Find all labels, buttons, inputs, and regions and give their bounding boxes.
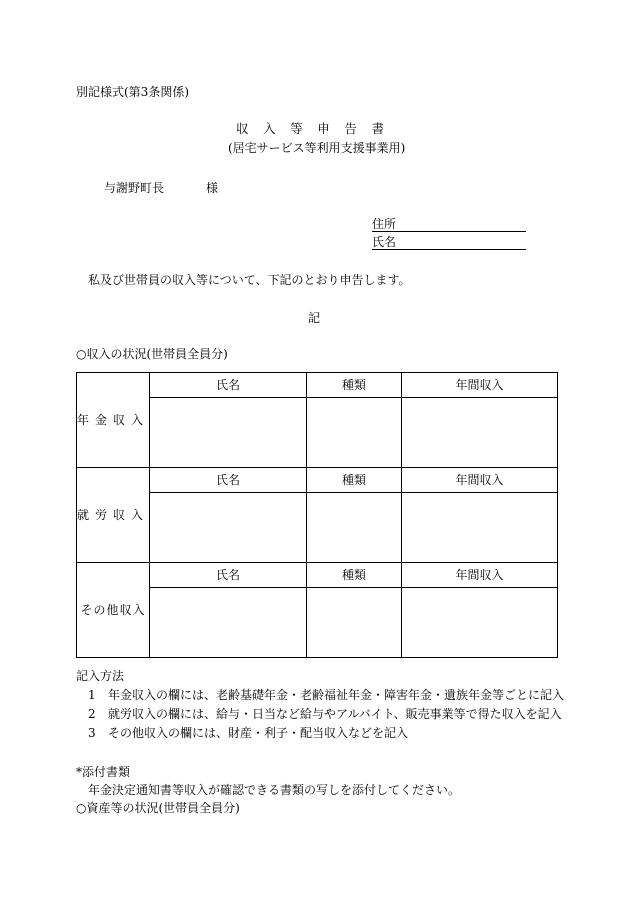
method-item-number: 2 [88,707,96,721]
method-item [88,708,562,720]
table-row [77,563,558,588]
method-item-number: 1 [88,688,96,702]
asset-section-heading: ○資産等の状況(世帯員全員分) [76,801,240,815]
document-subtitle: (居宅サービス等利用支援事業用) [228,141,406,155]
table-row [77,468,558,493]
attachment-heading: *添付書類 [76,765,131,779]
column-header-type: 種類 [307,563,402,588]
pension-name-cell[interactable] [150,398,307,468]
category-cell-employment [77,468,150,563]
pension-type-cell[interactable] [307,398,402,468]
category-label: 年金収入 [77,413,150,427]
category-label: 就労収入 [77,508,150,522]
name-label: 氏名 [372,235,397,249]
column-header-annual-income: 年間収入 [402,563,558,588]
table-row [77,588,558,658]
method-heading: 記入方法 [76,669,125,683]
column-header-annual-income: 年間収入 [402,373,558,398]
table-row [77,493,558,563]
addressee: 与謝野町長 [104,181,165,195]
name-field-line[interactable] [372,249,526,250]
category-label: その他収入 [80,603,146,617]
table-row [77,373,558,398]
method-item-text: 年金収入の欄には、老齢基礎年金・老齢福祉年金・障害年金・遺族年金等ごとに記入 [108,688,565,702]
pension-amount-cell[interactable] [402,398,558,468]
income-section-heading: ○収入の状況(世帯員全員分) [76,347,228,361]
income-table [76,372,558,658]
addressee-honorific: 様 [206,181,219,195]
document-title: 収入等申告書 [236,121,399,136]
other-amount-cell[interactable] [402,588,558,658]
address-field-line[interactable] [372,231,526,232]
category-cell-pension [77,373,150,468]
column-header-type: 種類 [307,373,402,398]
method-item [88,689,564,701]
employment-type-cell[interactable] [307,493,402,563]
other-name-cell[interactable] [150,588,307,658]
ki-marker: 記 [308,311,321,325]
column-header-type: 種類 [307,468,402,493]
method-item [88,727,408,739]
method-item-text: 就労収入の欄には、給与・日当など給与やアルバイト、販売事業等で得た収入を記入 [108,707,562,721]
method-item-text: その他収入の欄には、財産・利子・配当収入などを記入 [108,726,409,740]
declaration-text: 私及び世帯員の収入等について、下記のとおり申告します。 [88,273,411,287]
column-header-name: 氏名 [150,468,307,493]
employment-name-cell[interactable] [150,493,307,563]
table-row [77,398,558,468]
form-reference: 別記様式(第3条関係) [76,85,189,99]
category-cell-other [77,563,150,658]
employment-amount-cell[interactable] [402,493,558,563]
column-header-name: 氏名 [150,563,307,588]
address-label: 住所 [372,217,397,231]
method-item-number: 3 [88,726,96,740]
other-type-cell[interactable] [307,588,402,658]
column-header-name: 氏名 [150,373,307,398]
attachment-text: 年金決定通知書等収入が確認できる書類の写しを添付してください。 [88,783,461,797]
column-header-annual-income: 年間収入 [402,468,558,493]
